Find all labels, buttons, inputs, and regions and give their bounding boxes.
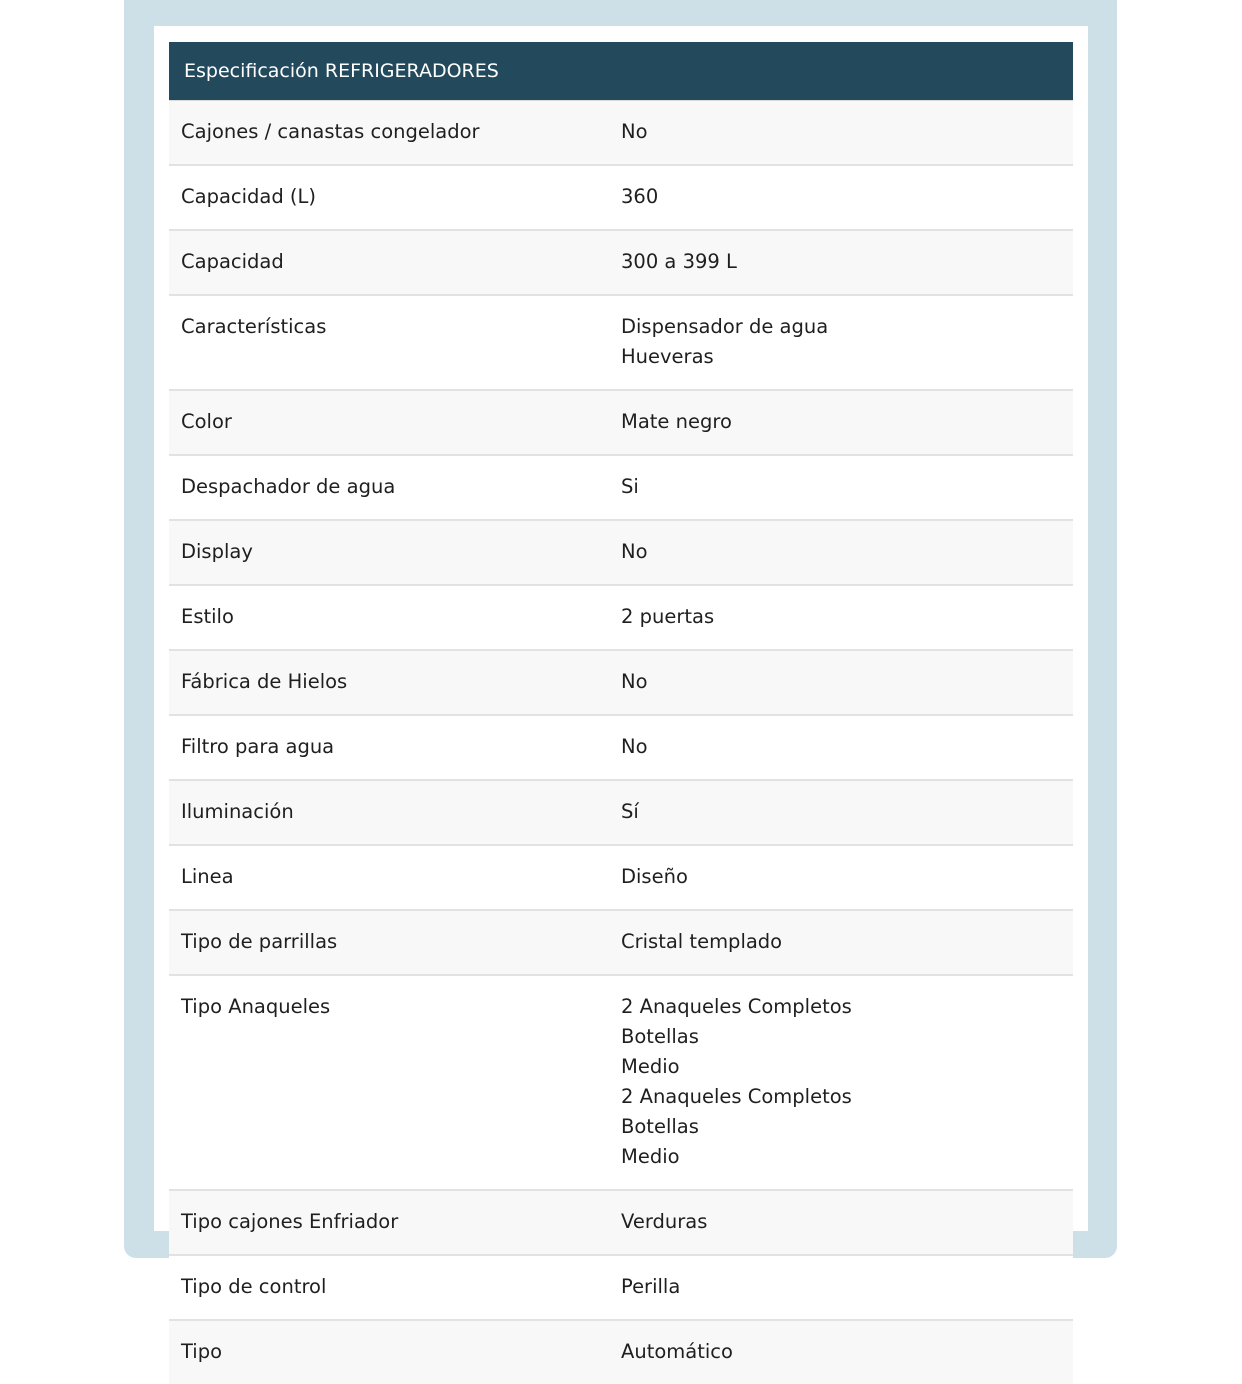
spec-value-line: Automático [621, 1340, 733, 1363]
spec-rows [169, 101, 1073, 1384]
spec-row [169, 521, 1073, 586]
spec-row [169, 1256, 1073, 1321]
spec-row [169, 716, 1073, 781]
spec-value [621, 182, 1073, 212]
spec-row [169, 456, 1073, 521]
spec-value-line: Dispensador de agua [621, 315, 829, 338]
spec-label: Capacidad [181, 250, 284, 273]
spec-label: Tipo de parrillas [181, 930, 338, 953]
spec-row [169, 781, 1073, 846]
spec-value [621, 407, 1073, 437]
spec-value-line: Medio [621, 1055, 680, 1078]
spec-label: Linea [181, 865, 234, 888]
spec-label: Display [181, 540, 253, 563]
spec-row [169, 101, 1073, 166]
spec-value-line: No [621, 540, 648, 563]
spec-row [169, 1321, 1073, 1384]
spec-label: Características [181, 315, 327, 338]
spec-value-line: 2 Anaqueles Completos [621, 1085, 852, 1108]
spec-value-line: Cristal templado [621, 930, 783, 953]
spec-value [621, 247, 1073, 277]
spec-row [169, 1191, 1073, 1256]
spec-value [621, 1337, 1073, 1367]
spec-label: Capacidad (L) [181, 185, 317, 208]
spec-value-line: 300 a 399 L [621, 250, 737, 273]
spec-value [621, 1272, 1073, 1302]
spec-value-line: No [621, 735, 648, 758]
spec-label: Color [181, 410, 232, 433]
spec-row [169, 976, 1073, 1191]
spec-value [621, 862, 1073, 892]
spec-label: Iluminación [181, 800, 294, 823]
spec-value [621, 312, 1073, 372]
spec-row [169, 296, 1073, 391]
spec-value-line: Botellas [621, 1025, 699, 1048]
spec-value [621, 472, 1073, 502]
spec-value-line: No [621, 120, 648, 143]
spec-label: Tipo [181, 1340, 223, 1363]
spec-row [169, 651, 1073, 716]
spec-label: Estilo [181, 605, 234, 628]
spec-row [169, 166, 1073, 231]
spec-label: Tipo de control [181, 1275, 327, 1298]
spec-value-line: 2 Anaqueles Completos [621, 995, 852, 1018]
spec-value-line: No [621, 670, 648, 693]
spec-value-line: 360 [621, 185, 659, 208]
spec-value [621, 732, 1073, 762]
spec-row [169, 846, 1073, 911]
spec-value [621, 667, 1073, 697]
spec-value [621, 992, 1073, 1172]
spec-row [169, 231, 1073, 296]
spec-value [621, 537, 1073, 567]
spec-value-line: Mate negro [621, 410, 732, 433]
spec-row [169, 911, 1073, 976]
spec-value-line: Perilla [621, 1275, 681, 1298]
spec-value-line: Botellas [621, 1115, 699, 1138]
spec-value-line: Medio [621, 1145, 680, 1168]
spec-value-line: 2 puertas [621, 605, 715, 628]
spec-label: Despachador de agua [181, 475, 396, 498]
spec-label: Fábrica de Hielos [181, 670, 348, 693]
spec-value-line: Si [621, 475, 639, 498]
spec-label: Tipo cajones Enfriador [181, 1210, 399, 1233]
spec-row [169, 391, 1073, 456]
spec-value-line: Diseño [621, 865, 688, 888]
spec-value [621, 927, 1073, 957]
spec-value-line: Verduras [621, 1210, 708, 1233]
spec-value-line: Hueveras [621, 345, 714, 368]
spec-label: Tipo Anaqueles [181, 995, 331, 1018]
spec-label: Filtro para agua [181, 735, 335, 758]
spec-value-line: Sí [621, 800, 639, 823]
spec-table-title: Especificación REFRIGERADORES [169, 42, 1073, 101]
spec-value [621, 797, 1073, 827]
spec-row [169, 586, 1073, 651]
spec-label: Cajones / canastas congelador [181, 120, 480, 143]
spec-value [621, 1207, 1073, 1237]
spec-value [621, 602, 1073, 632]
spec-value [621, 117, 1073, 147]
spec-table [169, 42, 1073, 1384]
